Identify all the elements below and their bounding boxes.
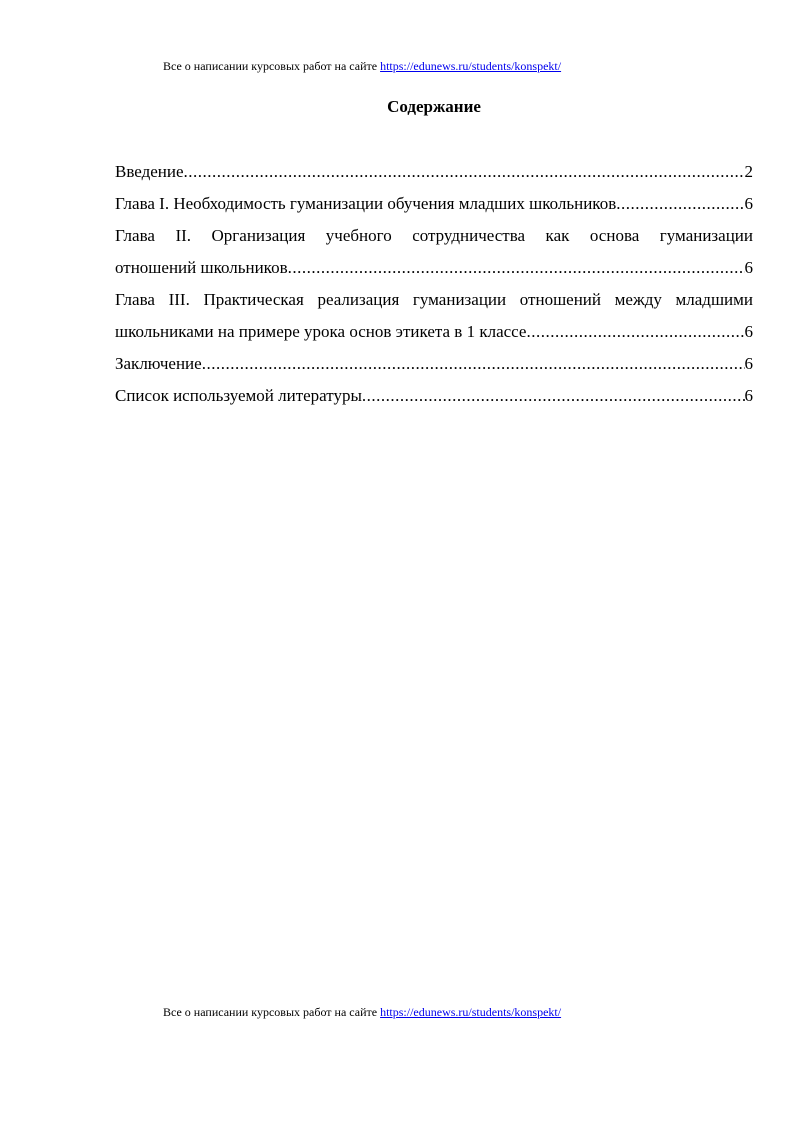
header-link[interactable]: https://edunews.ru/students/konspekt/ (380, 59, 562, 73)
toc-page-number: 6 (744, 322, 753, 341)
toc-entry-chapter-1[interactable] (115, 188, 753, 220)
toc-page-number: 6 (744, 258, 753, 277)
toc-entry-label: Глава I. Необходимость гуманизации обучения младших школьников (115, 194, 617, 213)
header-note (163, 59, 763, 73)
toc-entry-label: Глава II. Организация учебного сотрудничества как основа гуманизации (115, 226, 753, 245)
toc-entry-label-continued: отношений школьников (115, 258, 288, 277)
toc-leader-dots (202, 348, 745, 380)
toc-leader-dots (184, 156, 745, 188)
table-of-contents (115, 156, 753, 412)
toc-entry-conclusion[interactable] (115, 348, 753, 380)
toc-page-number: 6 (744, 194, 753, 213)
toc-page-number: 6 (744, 386, 753, 405)
toc-page-number: 2 (744, 162, 753, 181)
toc-entry-introduction[interactable] (115, 156, 753, 188)
toc-entry-label: Список используемой литературы (115, 386, 362, 405)
toc-entry-label: Введение (115, 162, 184, 181)
toc-entry-chapter-2[interactable] (115, 220, 753, 284)
toc-entry-label: Глава III. Практическая реализация гуманизации отношений между младшими (115, 290, 753, 309)
toc-entry-label: Заключение (115, 354, 202, 373)
toc-leader-dots (362, 380, 745, 412)
toc-entry-chapter-3[interactable] (115, 284, 753, 348)
toc-page-number: 6 (744, 354, 753, 373)
footer-link[interactable]: https://edunews.ru/students/konspekt/ (380, 1005, 562, 1019)
toc-leader-dots (616, 188, 744, 220)
page-title: Содержание (387, 97, 481, 116)
header-note-text: Все о написании курсовых работ на сайте (163, 59, 378, 73)
footer-note-text: Все о написании курсовых работ на сайте (163, 1005, 378, 1019)
toc-leader-dots (288, 252, 745, 284)
toc-leader-dots (526, 316, 744, 348)
footer-note (163, 1005, 763, 1019)
toc-entry-bibliography[interactable] (115, 380, 753, 412)
toc-entry-label-continued: школьниками на примере урока основ этикета в 1 классе (115, 322, 527, 341)
